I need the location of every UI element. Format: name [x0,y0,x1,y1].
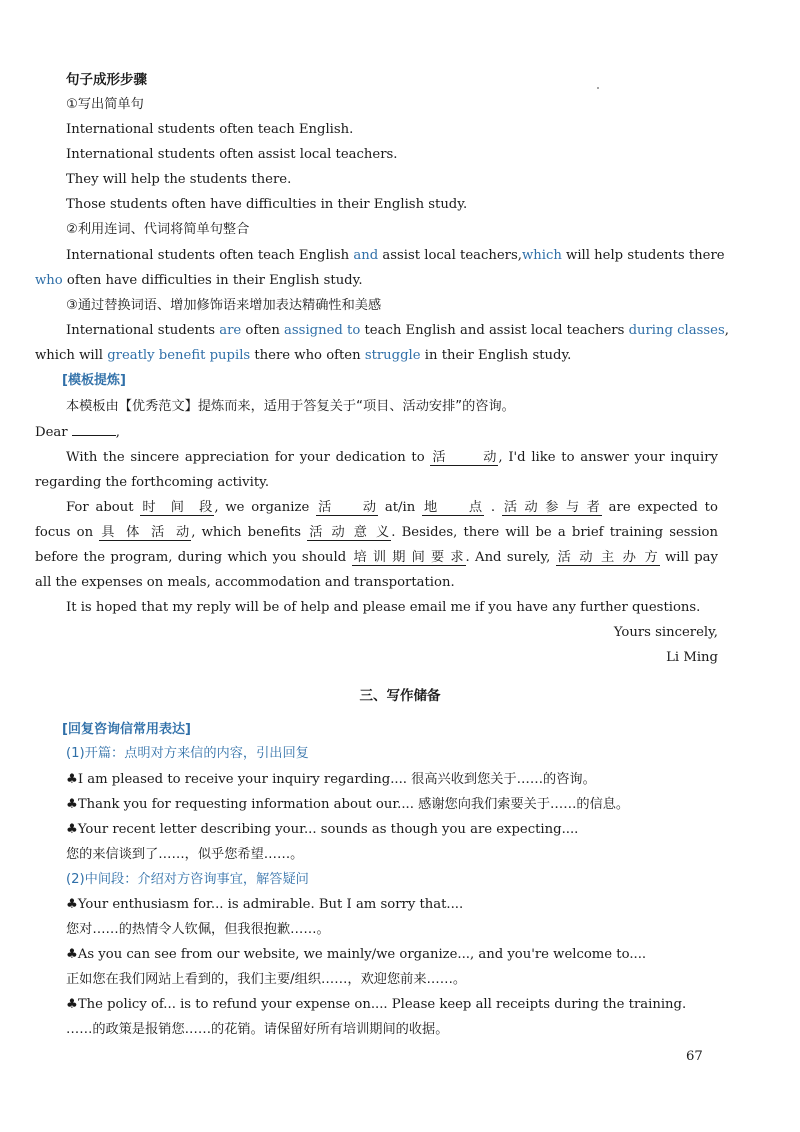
club-icon: ♣ [66,947,78,962]
step-3-label: ③通过替换词语、增加修饰语来增加表达精确性和美感 [66,298,382,313]
expression-4-text: Your enthusiasm for... is admirable. But I am sorry that.... [77,897,464,912]
middle-title: (2)中间段：介绍对方咨询事宜，解答疑问 [66,872,309,887]
blank-activity: 活动 [432,450,497,465]
para2-text-g: , which benefits [191,525,302,540]
refined-benefit: greatly benefit pupils [107,348,251,363]
refined-text-4: , [724,323,729,338]
expression-2-text: Thank you for requesting information about our.... 感谢您向我们索要关于……的信息。 [77,797,630,812]
simple-sentence-2: International students often assist local teachers. [66,147,398,162]
expression-5-cn: 正如您在我们网站上看到的，我们主要/组织……，欢迎您前来……。 [66,972,467,987]
combined-text-4: often have difficulties in their English study. [62,273,363,288]
expression-4-cn: 您对……的热情令人钦佩，但我很抱歉……。 [66,922,330,937]
club-icon: ♣ [66,997,78,1012]
para2-line-1 [66,499,718,517]
blank-time: 时间段 [142,500,213,515]
combined-text-2: assist local teachers, [378,248,522,263]
dear-comma: , [115,425,120,440]
expression-1-text: I am pleased to receive your inquiry regarding.... 很高兴收到您关于……的咨询。 [77,772,596,787]
combined-which: which [521,248,562,263]
para2-line-3 [35,549,718,567]
opening-title: (1)开篇：点明对方来信的内容，引出回复 [66,746,309,761]
combined-who: who [35,273,63,288]
refined-text-7: in their English study. [420,348,572,363]
para2-text-i: before the program, during which you should [35,550,347,565]
template-heading: [模板提炼] [62,373,126,388]
refined-struggle: struggle [364,348,421,363]
para2-text-f: focus on [35,525,94,540]
expression-5-text: As you can see from our website, we mainly/we organize..., and you're welcome to.... [77,947,647,962]
club-icon: ♣ [66,897,78,912]
blank-activity-2: 活动 [318,500,377,515]
simple-sentence-1: International students often teach English. [66,122,354,137]
refined-text-3: teach English and assist local teachers [360,323,629,338]
template-intro: 本模板由【优秀范文】提炼而来，适用于答复关于“项目、活动安排”的咨询。 [66,399,515,414]
para2-text-h: . Besides, there will be a brief training session [391,525,718,540]
blank-training: 培训期间要求 [353,550,464,565]
expression-2 [66,796,629,814]
combined-and: and [353,248,379,263]
club-icon: ♣ [66,772,78,787]
blank-specific: 具体活动 [101,525,190,540]
para2-line-2 [35,524,718,542]
combined-text-3: will help students there [561,248,725,263]
scan-dot [597,87,599,89]
club-icon: ♣ [66,797,78,812]
para2-text-k: will pay [664,550,718,565]
expression-5 [66,946,646,964]
para2-text-j: . And surely, [465,550,551,565]
refined-assigned: assigned to [284,323,361,338]
para1-line-2: regarding the forthcoming activity. [35,475,270,490]
blank-place: 地点 [424,500,483,515]
blank-meaning: 活动意义 [309,525,390,540]
dear-line [35,424,120,442]
para1-line-1 [66,449,718,467]
para2-text-d: . [490,500,496,515]
dear-word: Dear [35,425,68,440]
expression-3-text: Your recent letter describing your... sounds as though you are expecting.... [77,822,579,837]
blank-participants: 活动参与者 [503,500,600,515]
page-number: 67 [686,1049,703,1064]
expression-6-text: The policy of... is to refund your expense on.... Please keep all receipts during the training. [77,997,687,1012]
club-icon: ♣ [66,822,78,837]
refined-text-1: International students [66,323,220,338]
dear-blank [72,435,116,436]
combined-sentence-line-2 [35,272,363,290]
refined-text-6: there who often [250,348,365,363]
refined-text-5: which will [35,348,108,363]
para2-text-c: at/in [384,500,416,515]
expression-4 [66,896,463,914]
refined-sentence-line-1 [66,322,729,340]
writing-store-heading: [回复咨询信常用表达] [62,722,191,737]
writing-store-title: 三、写作储备 [359,688,441,704]
refined-text-2: often [241,323,285,338]
blank-organizer: 活动主办方 [557,550,658,565]
para1-text-a: With the sincere appreciation for your dedication to [66,450,425,465]
para2-line-4: all the expenses on meals, accommodation and transportation. [35,575,455,590]
para1-text-b: , I'd like to answer your inquiry [498,450,718,465]
refined-are: are [219,323,242,338]
simple-sentence-4: Those students often have difficulties in their English study. [66,197,468,212]
expression-1 [66,771,596,789]
expression-6 [66,996,686,1014]
steps-title: 句子成形步骤 [66,72,147,88]
expression-3-cn: 您的来信谈到了……，似乎您希望……。 [66,847,304,862]
step-2-label: ②利用连词、代词将简单句整合 [66,222,250,237]
signature: Li Ming [666,650,718,665]
step-1-label: ①写出简单句 [66,97,144,112]
para2-text-a: For about [66,500,134,515]
simple-sentence-3: They will help the students there. [66,172,292,187]
closing: Yours sincerely, [613,625,718,640]
combined-text-1: International students often teach English [66,248,354,263]
refined-during: during classes [628,323,725,338]
refined-sentence-line-2 [35,347,571,365]
combined-sentence-line-1 [66,247,725,265]
para2-text-b: , we organize [214,500,310,515]
expression-3 [66,821,578,839]
expression-6-cn: ……的政策是报销您……的花销。请保留好所有培训期间的收据。 [66,1022,449,1037]
para3-line: It is hoped that my reply will be of help and please email me if you have any further questions. [66,600,701,615]
para2-text-e: are expected to [608,500,718,515]
